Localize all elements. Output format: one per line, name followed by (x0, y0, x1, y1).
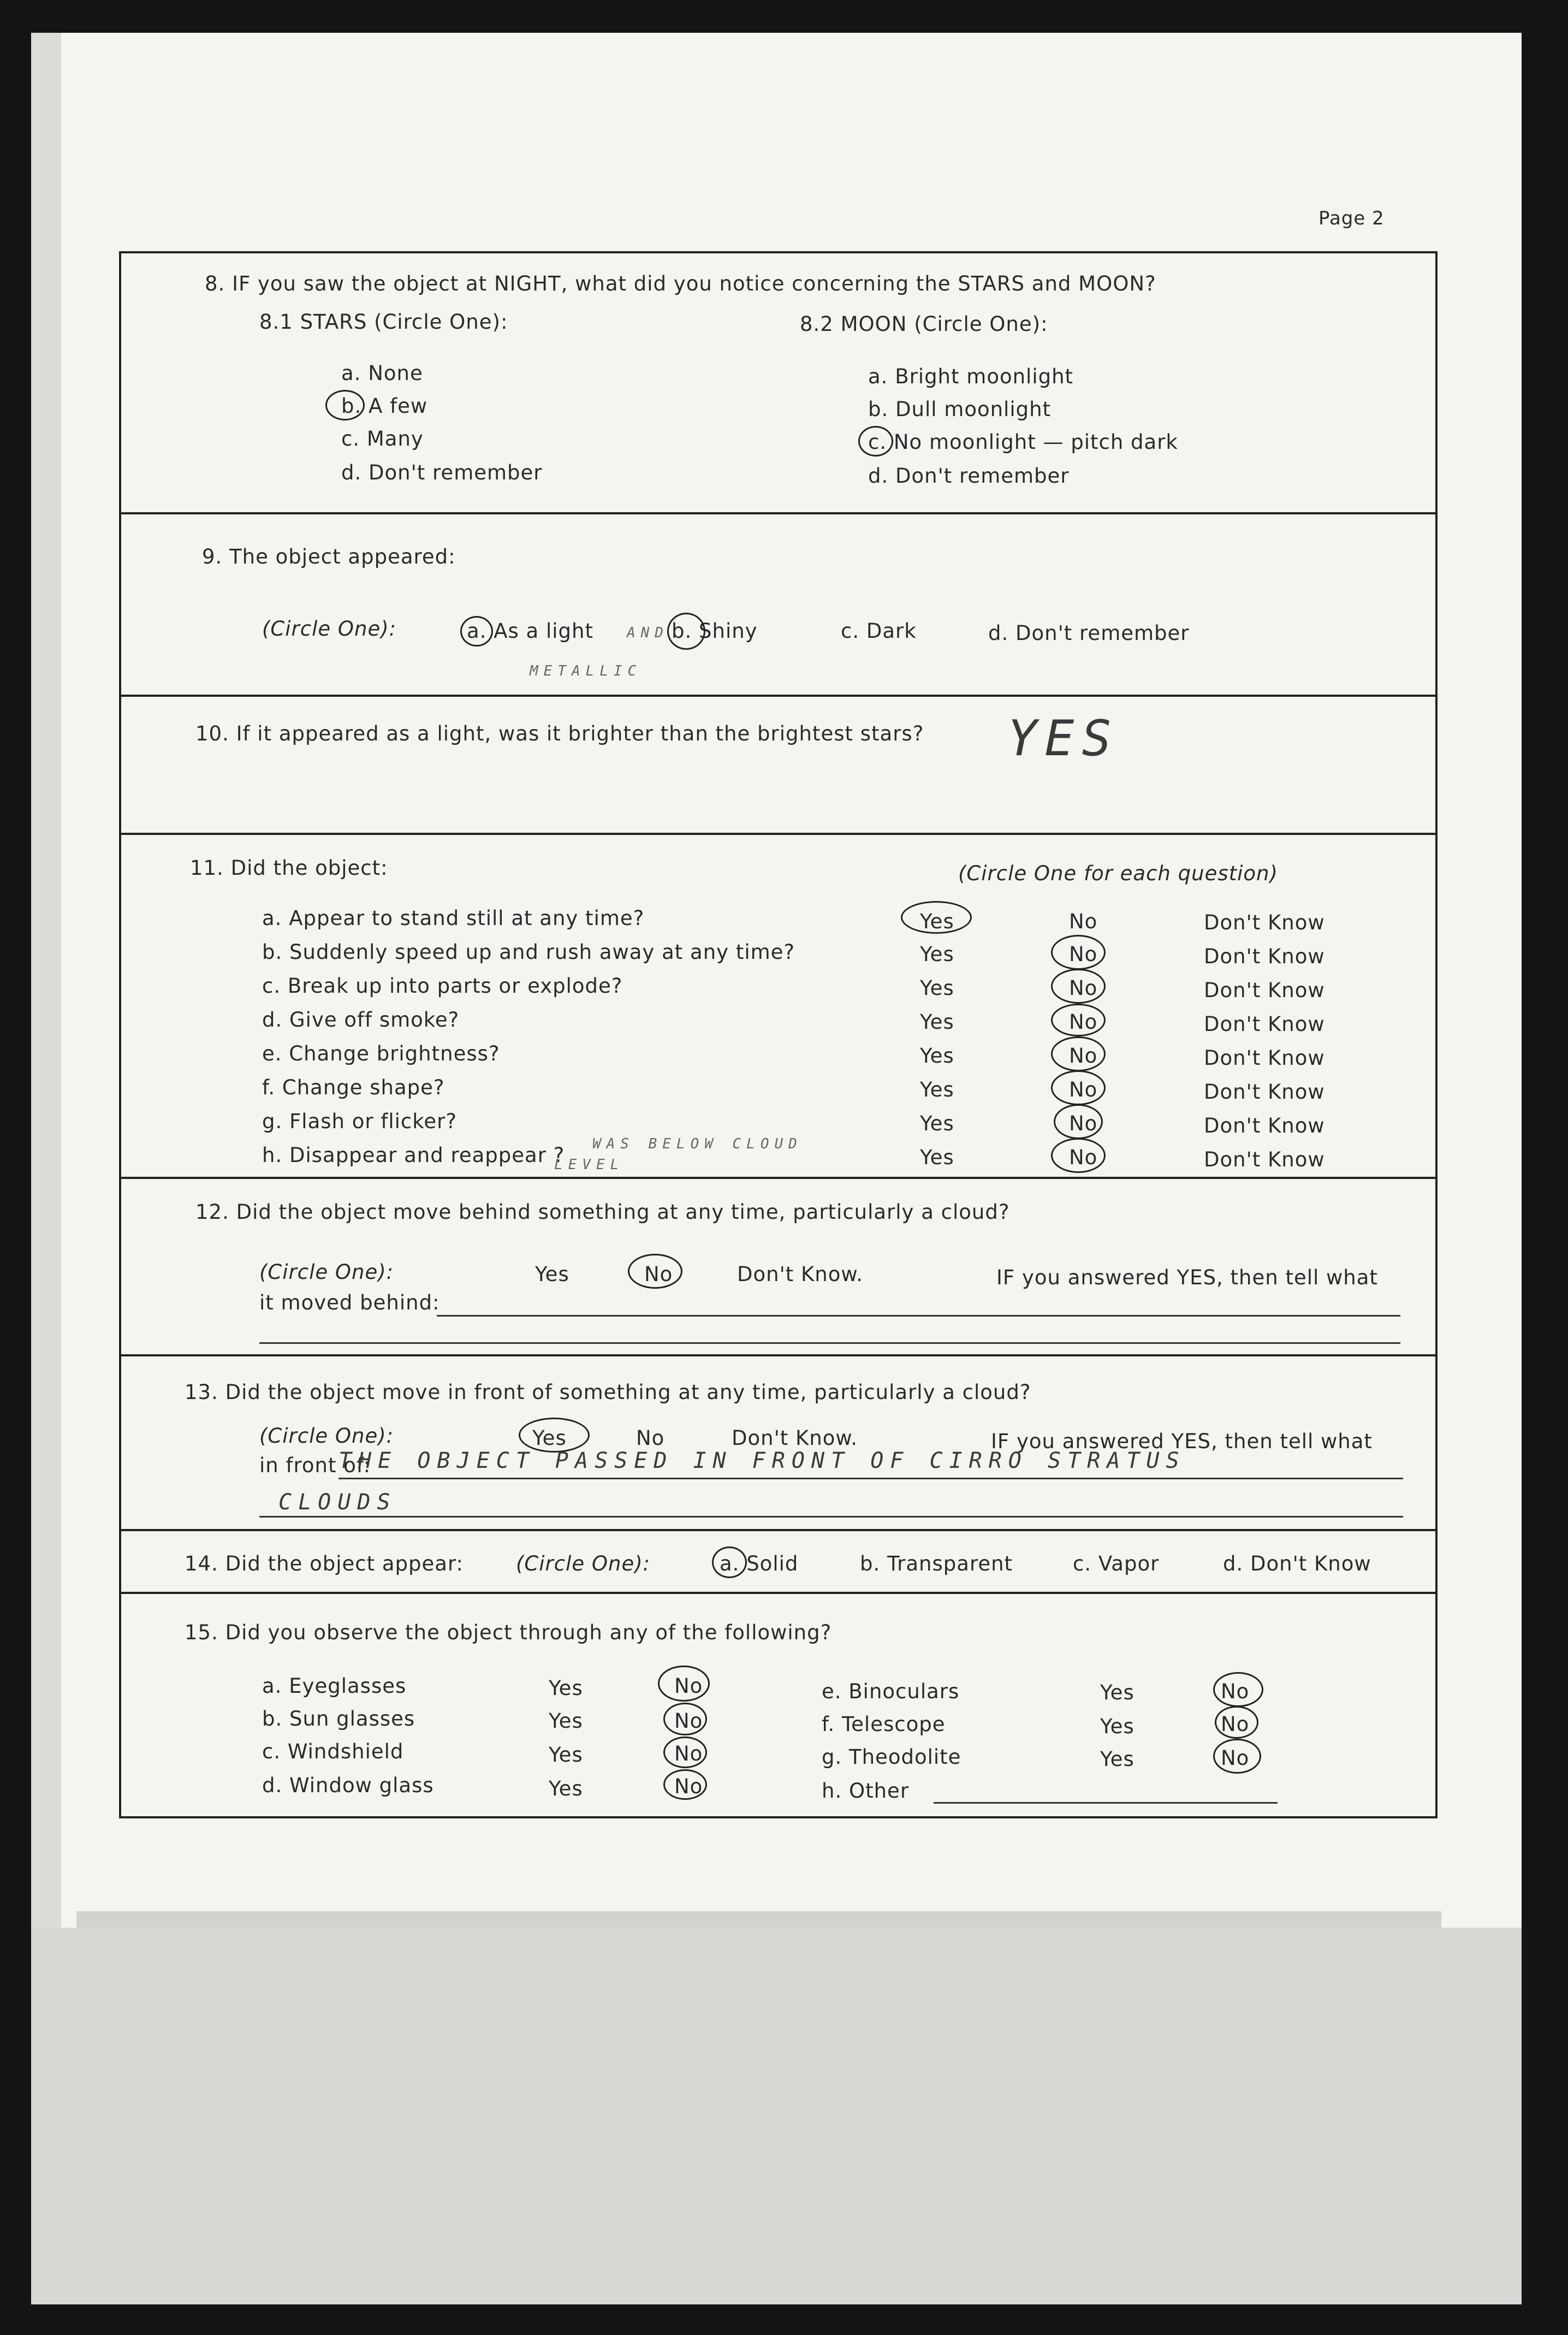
divider (119, 1177, 1438, 1179)
no-option[interactable]: No (1069, 1112, 1098, 1135)
item-label: e. Binoculars (822, 1680, 960, 1703)
no-option[interactable]: No (1069, 1010, 1098, 1034)
no-option[interactable]: No (674, 1742, 703, 1765)
yes-option[interactable]: Yes (1100, 1715, 1135, 1738)
yes-option[interactable]: Yes (920, 1078, 954, 1101)
option-a[interactable]: a. As a light (467, 619, 593, 643)
dont-know-option[interactable]: Don't Know. (737, 1263, 863, 1286)
stars-option[interactable]: d. Don't remember (341, 461, 543, 484)
answer-circle (1213, 1672, 1263, 1707)
divider (119, 1354, 1438, 1356)
answer-circle (519, 1418, 590, 1453)
handwritten-note: WAS BELOW CLOUD (592, 1136, 803, 1152)
yes-option[interactable]: Yes (920, 1146, 954, 1169)
option-b[interactable]: b. Transparent (860, 1552, 1013, 1575)
no-option[interactable]: No (674, 1775, 703, 1798)
answer-line[interactable] (437, 1315, 1400, 1317)
yes-option[interactable]: Yes (920, 943, 954, 966)
yes-option[interactable]: Yes (549, 1676, 583, 1700)
dont-know-option[interactable]: Don't Know (1204, 1114, 1325, 1137)
answer-circle (1051, 1004, 1106, 1036)
dont-know-option[interactable]: Don't Know (1204, 1012, 1325, 1036)
dont-know-option[interactable]: Don't Know (1204, 945, 1325, 968)
dont-know-option[interactable]: Don't Know (1204, 1148, 1325, 1171)
option-b[interactable]: b. Shiny (672, 619, 758, 643)
yes-option[interactable]: Yes (535, 1263, 569, 1286)
item-label: c. Break up into parts or explode? (262, 974, 623, 998)
yes-option[interactable]: Yes (920, 1010, 954, 1034)
moon-heading: 8.2 MOON (Circle One): (800, 312, 1048, 336)
moon-option[interactable]: c. No moonlight — pitch dark (868, 430, 1178, 454)
answer-circle (901, 901, 972, 934)
stars-heading: 8.1 STARS (Circle One): (259, 310, 508, 334)
answer-line[interactable] (259, 1342, 1400, 1344)
answer-circle (460, 616, 493, 647)
divider (119, 833, 1438, 835)
item-label: f. Change shape? (262, 1076, 445, 1099)
question-text: 10. If it appeared as a light, was it brighter than the brightest stars? (195, 722, 924, 745)
divider (119, 1592, 1438, 1594)
no-option[interactable]: No (1069, 1146, 1098, 1169)
yes-option[interactable]: Yes (920, 1112, 954, 1135)
yes-option[interactable]: Yes (549, 1777, 583, 1800)
item-label: b. Suddenly speed up and rush away at any time? (262, 940, 795, 964)
item-label: a. Appear to stand still at any time? (262, 906, 645, 930)
yes-option[interactable]: Yes (920, 1044, 954, 1068)
option-c[interactable]: c. Vapor (1073, 1552, 1160, 1575)
circle-prompt: (Circle One): (259, 1260, 394, 1284)
answer-circle (628, 1254, 682, 1289)
no-option[interactable]: No (1221, 1680, 1250, 1703)
yes-option[interactable]: Yes (920, 976, 954, 1000)
question-text: 15. Did you observe the object through any of the following? (185, 1621, 832, 1644)
item-label: g. Theodolite (822, 1745, 961, 1769)
no-option[interactable]: No (636, 1426, 665, 1450)
no-option[interactable]: No (1069, 910, 1098, 933)
question-text: 12. Did the object move behind something at any time, particularly a cloud? (195, 1200, 1010, 1224)
no-option[interactable]: No (1221, 1712, 1250, 1736)
other-label: h. Other (822, 1779, 910, 1803)
answer-circle (858, 426, 893, 457)
dont-know-option[interactable]: Don't Know (1204, 1046, 1325, 1070)
question-text: 11. Did the object: (190, 856, 388, 880)
behind-label: it moved behind: (259, 1291, 440, 1314)
moon-option[interactable]: d. Don't remember (868, 464, 1070, 488)
answer-circle (1051, 1070, 1106, 1105)
yes-option[interactable]: Yes (549, 1743, 583, 1767)
handwritten-answer: THE OBJECT PASSED IN FRONT OF CIRRO STRATUS (338, 1448, 1186, 1473)
answer-circle (1054, 1104, 1103, 1139)
moon-option[interactable]: a. Bright moonlight (868, 365, 1074, 388)
question-text: 9. The object appeared: (202, 545, 456, 568)
item-label: f. Telescope (822, 1712, 946, 1736)
answer-circle (1213, 1739, 1261, 1774)
option-d[interactable]: d. Don't Know (1223, 1552, 1371, 1575)
circle-prompt: (Circle One): (516, 1552, 651, 1575)
circle-prompt: (Circle One): (259, 1424, 394, 1448)
yes-option[interactable]: Yes (549, 1709, 583, 1733)
question-text: 8. IF you saw the object at NIGHT, what did you notice concerning the STARS and MOON? (205, 272, 1156, 295)
no-option[interactable]: No (1069, 1044, 1098, 1068)
answer-circle (663, 1703, 707, 1735)
handwritten-note: METALLIC (530, 663, 642, 679)
stars-option[interactable]: c. Many (341, 427, 424, 451)
front-label: in front of: (259, 1454, 371, 1477)
item-label: e. Change brightness? (262, 1042, 500, 1065)
no-option[interactable]: No (644, 1263, 673, 1286)
paper-edge (31, 33, 61, 1928)
handwritten-answer: YES (1007, 710, 1119, 767)
item-label: g. Flash or flicker? (262, 1110, 457, 1133)
question-text: 13. Did the object move in front of something at any time, particularly a cloud? (185, 1380, 1031, 1404)
item-label: c. Windshield (262, 1740, 404, 1763)
question-text: 14. Did the object appear: (185, 1552, 464, 1575)
answer-line[interactable] (259, 1516, 1403, 1518)
followup-text: IF you answered YES, then tell what (991, 1430, 1373, 1453)
dont-know-option[interactable]: Don't Know (1204, 979, 1325, 1002)
stars-option[interactable]: b. A few (341, 394, 428, 418)
answer-line[interactable] (338, 1478, 1403, 1479)
instruction: (Circle One for each question) (958, 862, 1278, 885)
circle-prompt: (Circle One): (262, 617, 397, 641)
answer-circle (1051, 935, 1106, 970)
option-c[interactable]: c. Dark (841, 619, 917, 643)
divider (119, 1529, 1438, 1531)
no-option[interactable]: No (674, 1709, 703, 1733)
answer-circle (712, 1546, 747, 1578)
yes-option[interactable]: Yes (920, 910, 954, 933)
option-d[interactable]: d. Don't remember (988, 621, 1190, 645)
answer-circle (1051, 1138, 1106, 1173)
handwritten-note: LEVEL (554, 1157, 625, 1173)
answer-circle (1215, 1706, 1258, 1739)
yes-option[interactable]: Yes (1100, 1681, 1135, 1704)
followup-text: IF you answered YES, then tell what (996, 1266, 1378, 1289)
stars-option[interactable]: a. None (341, 361, 423, 385)
moon-option[interactable]: b. Dull moonlight (868, 398, 1052, 421)
item-label: b. Sun glasses (262, 1707, 415, 1730)
answer-circle (325, 390, 365, 420)
yes-option[interactable]: Yes (1100, 1747, 1135, 1771)
answer-circle (1051, 969, 1106, 1004)
option-a[interactable]: a. Solid (720, 1552, 799, 1575)
item-label: d. Window glass (262, 1774, 434, 1797)
answer-circle (1051, 1036, 1106, 1071)
no-option[interactable]: No (1221, 1746, 1250, 1770)
handwritten-and: AND (627, 625, 669, 641)
dont-know-option[interactable]: Don't Know (1204, 1080, 1325, 1104)
answer-circle (667, 613, 705, 650)
answer-circle (658, 1666, 710, 1702)
no-option[interactable]: No (1069, 976, 1098, 1000)
other-line[interactable] (934, 1802, 1278, 1804)
dont-know-option[interactable]: Don't Know (1204, 911, 1325, 934)
no-option[interactable]: No (674, 1674, 703, 1698)
underlying-sheet (31, 1928, 1522, 2304)
handwritten-answer: CLOUDS (278, 1490, 397, 1515)
yes-option[interactable]: Yes (532, 1426, 567, 1450)
no-option[interactable]: No (1069, 943, 1098, 966)
divider (119, 695, 1438, 697)
dont-know-option[interactable]: Don't Know. (732, 1426, 858, 1450)
item-label: a. Eyeglasses (262, 1674, 407, 1698)
answer-circle (663, 1769, 707, 1800)
page-number: Page 2 (1318, 208, 1385, 229)
no-option[interactable]: No (1069, 1078, 1098, 1101)
item-label: h. Disappear and reappear ? (262, 1143, 565, 1167)
item-label: d. Give off smoke? (262, 1008, 460, 1032)
answer-circle (663, 1737, 707, 1768)
divider (119, 512, 1438, 514)
